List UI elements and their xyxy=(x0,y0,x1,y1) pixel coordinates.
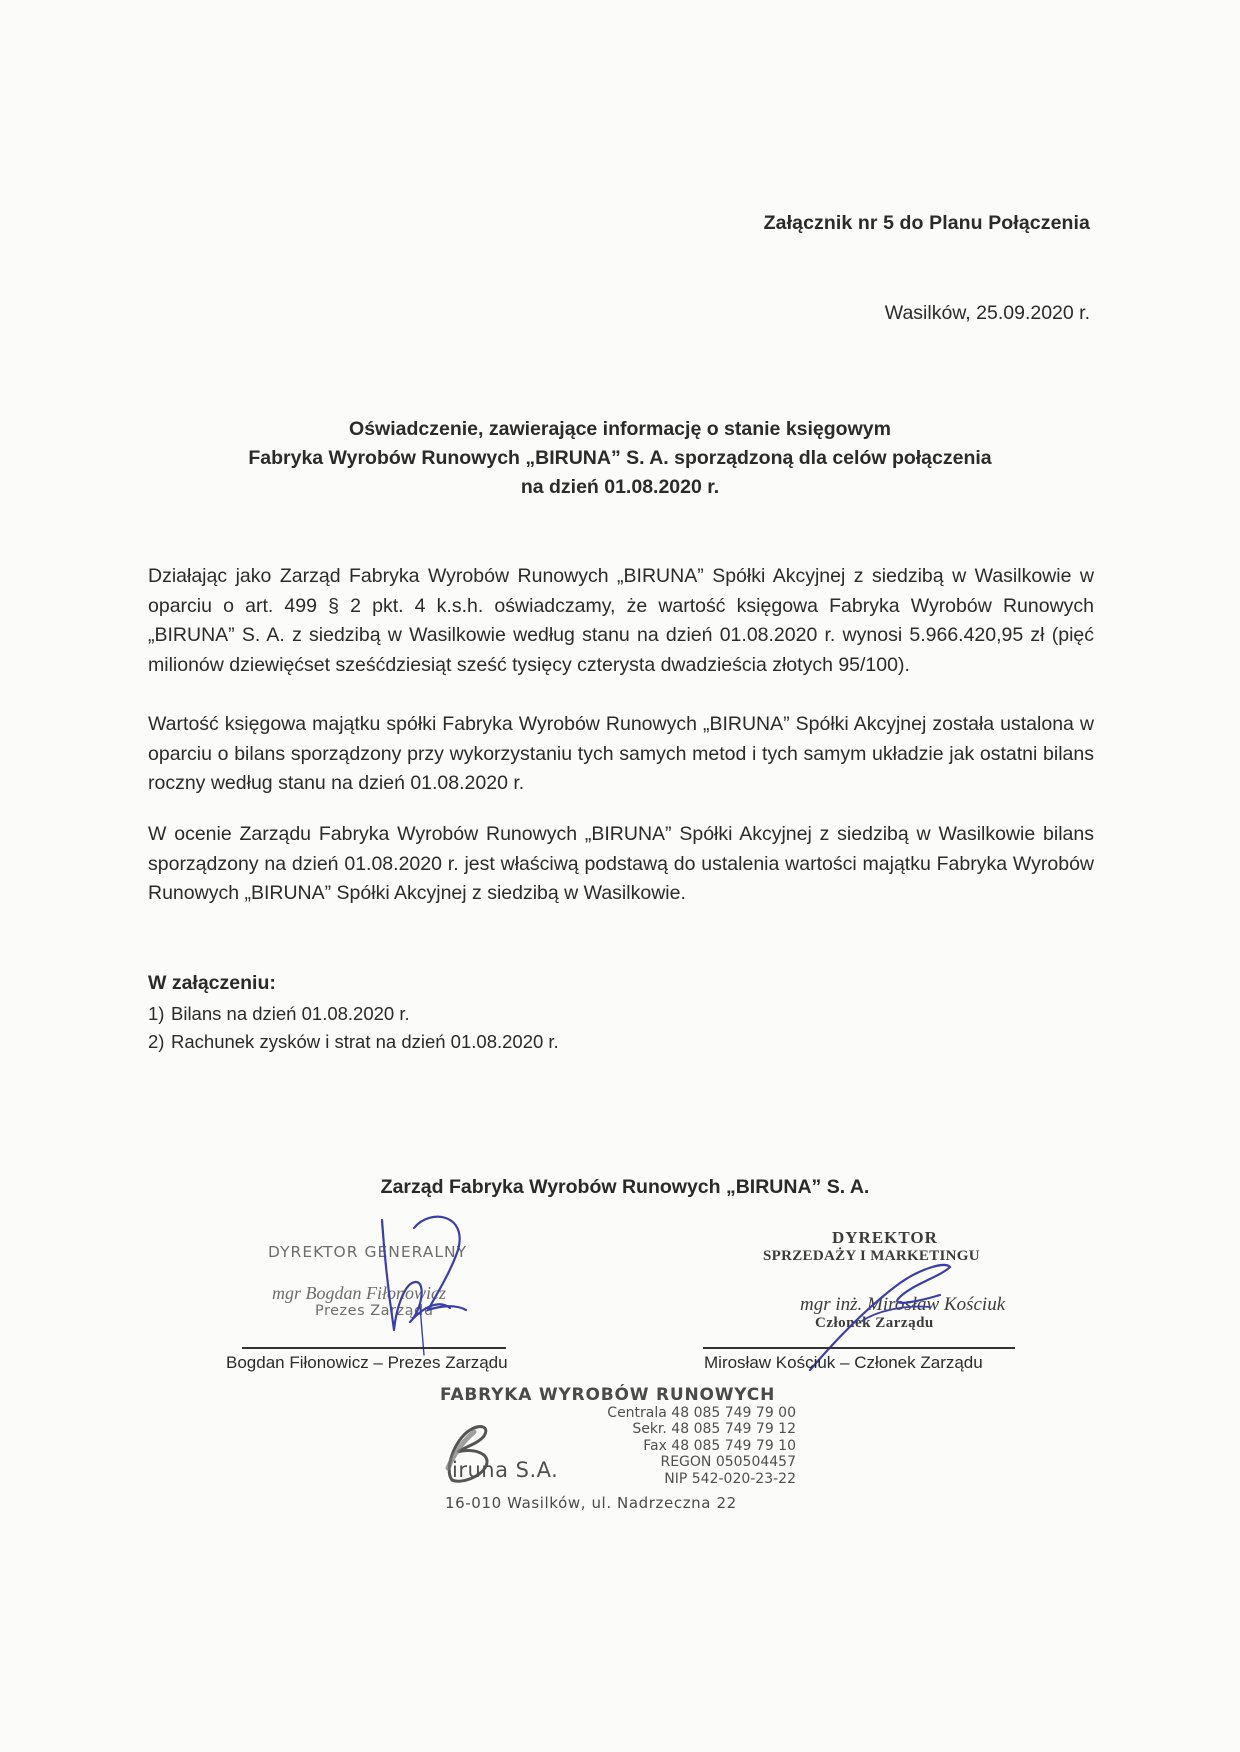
stamp-line-regon: REGON 050504457 xyxy=(660,1454,796,1471)
left-stamp-role: Prezes Zarządu xyxy=(315,1303,434,1319)
left-signatory-label: Bogdan Fiłonowicz – Prezes Zarządu xyxy=(226,1353,508,1372)
attachment-number: 2) xyxy=(148,1031,165,1052)
attachments-list xyxy=(148,1000,559,1056)
stamp-line-phone-central: Centrala 48 085 749 79 00 xyxy=(607,1405,796,1421)
document-heading xyxy=(0,415,1240,502)
paragraph-book-value xyxy=(148,562,1094,680)
stamp-line-nip: NIP 542-020-23-22 xyxy=(664,1470,796,1487)
right-signature-line xyxy=(703,1347,1015,1349)
heading-line-3: na dzień 01.08.2020 r. xyxy=(520,476,720,498)
attachment-item xyxy=(148,1000,559,1028)
attachment-label: Rachunek zysków i strat na dzień 01.08.2020 r. xyxy=(171,1031,559,1052)
left-stamp-title: DYREKTOR GENERALNY xyxy=(268,1243,468,1261)
attachment-number: 1) xyxy=(148,1003,165,1024)
paragraph-2-text: Wartość księgowa majątku spółki Fabryka Wyrobów Runowych „BIRUNA” Spółki Akcyjnej została ustalona w oparciu o bilans sporządzony przy wykorzystaniu tych samych metod i tych samym układzie jak ostatni bilans roczny według stanu na dzień 01.08.2020 r. xyxy=(148,713,1094,795)
right-signatory-label: Mirosław Kościuk – Członek Zarządu xyxy=(704,1353,983,1372)
left-stamp-name: mgr Bogdan Fiłonowicz xyxy=(272,1283,446,1303)
company-stamp-contacts xyxy=(607,1405,796,1487)
paragraph-valuation-method xyxy=(148,710,1094,799)
company-stamp-name: FABRYKA WYROBÓW RUNOWYCH xyxy=(440,1385,776,1405)
paragraph-board-assessment xyxy=(148,820,1094,909)
board-title: Zarząd Fabryka Wyrobów Runowych „BIRUNA” S. A. xyxy=(380,1176,870,1198)
heading-line-1: Oświadczenie, zawierające informację o stanie księgowym xyxy=(349,418,891,440)
attachment-title: Załącznik nr 5 do Planu Połączenia xyxy=(763,212,1090,234)
paragraph-3-text: W ocenie Zarządu Fabryka Wyrobów Runowych „BIRUNA” Spółki Akcyjnej z siedzibą w Wasilkowie bilans sporządzony na dzień 01.08.2020 r. jest właściwą podstawą do ustalenia wartości majątku Fabryka Wyrobów Runowych „BIRUNA” Spółki Akcyjnej z siedzibą w Wasilkowie. xyxy=(148,823,1094,905)
right-stamp-title-2: SPRZEDAŻY I MARKETINGU xyxy=(763,1248,980,1264)
right-stamp-role: Członek Zarządu xyxy=(815,1315,934,1331)
attachment-item xyxy=(148,1028,559,1056)
right-stamp-name: mgr inż. Mirosław Kościuk xyxy=(800,1294,1006,1315)
stamp-line-fax: Fax 48 085 749 79 10 xyxy=(643,1437,796,1454)
place-date: Wasilków, 25.09.2020 r. xyxy=(884,302,1090,324)
attachments-heading: W załączeniu: xyxy=(148,972,276,994)
left-signature-line xyxy=(242,1347,506,1349)
heading-line-2: Fabryka Wyrobów Runowych „BIRUNA” S. A. sporządzoną dla celów połączenia xyxy=(248,447,992,469)
stamp-line-phone-secretary: Sekr. 48 085 749 79 12 xyxy=(632,1421,796,1438)
company-stamp-brand: iruna S.A. xyxy=(452,1458,559,1482)
company-stamp-address: 16-010 Wasilków, ul. Nadrzeczna 22 xyxy=(445,1494,737,1512)
paragraph-1-text: Działając jako Zarząd Fabryka Wyrobów Runowych „BIRUNA” Spółki Akcyjnej z siedzibą w Wasilkowie w oparciu o art. 499 § 2 pkt. 4 k.s.h. oświadczamy, że wartość księgowa Fabryka Wyrobów Runowych „BIRUNA” S. A. z siedzibą w Wasilkowie według stanu na dzień 01.08.2020 r. wynosi 5.966.420,95 zł (pięć milionów dziewięćset sześćdziesiąt sześć tysięcy czterysta dwadzieścia złotych 95/100). xyxy=(148,565,1094,676)
right-stamp-title-1: DYREKTOR xyxy=(832,1228,938,1247)
attachment-label: Bilans na dzień 01.08.2020 r. xyxy=(171,1003,410,1024)
